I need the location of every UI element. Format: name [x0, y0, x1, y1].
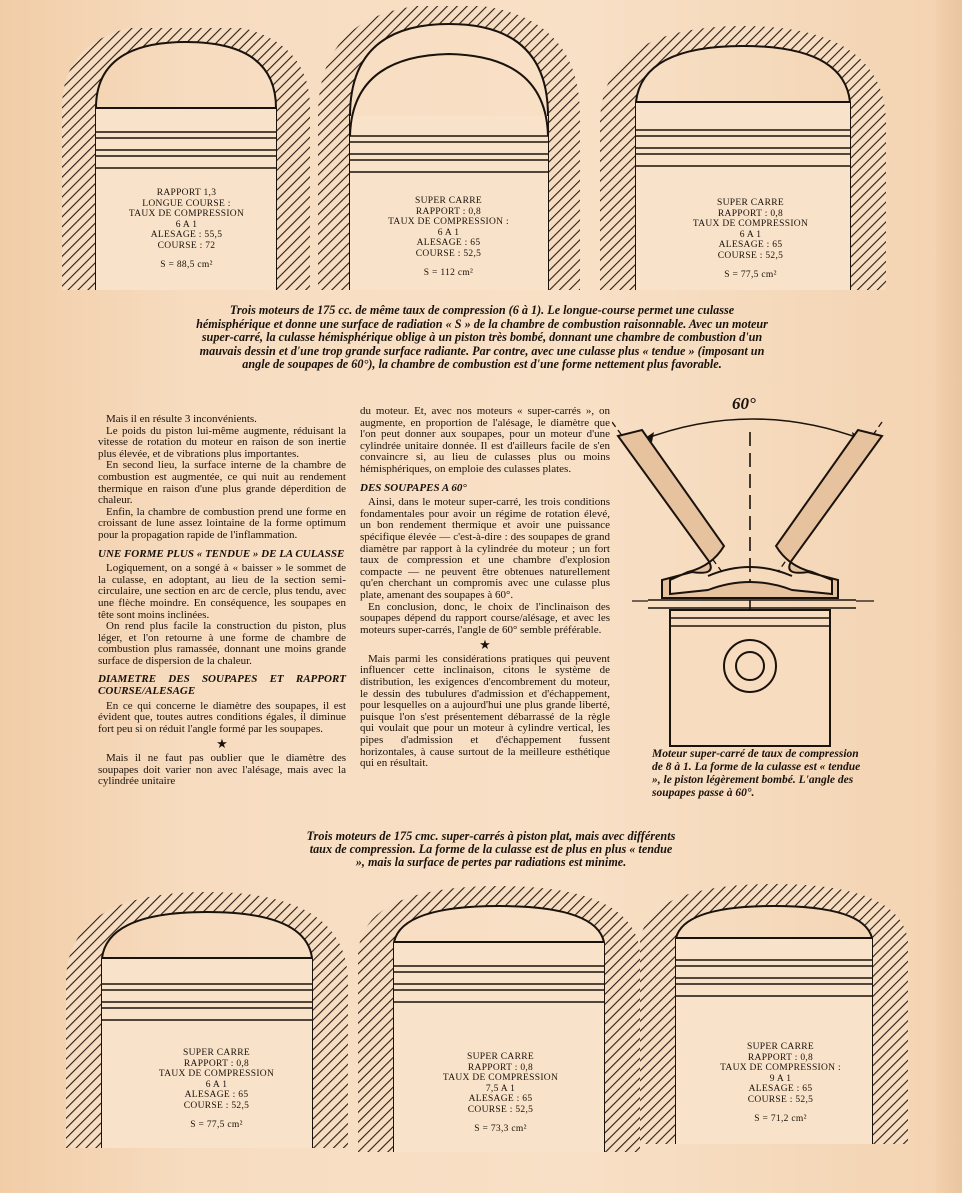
- spec-line: ALESAGE : 65: [184, 1090, 249, 1100]
- spec-line: TAUX DE COMPRESSION: [158, 1069, 275, 1079]
- spec-line: RAPPORT : 0,8: [747, 1052, 814, 1063]
- spec-line: RAPPORT : 0,8: [467, 1062, 534, 1073]
- spec-line: SUPER CARRE: [717, 198, 784, 208]
- valve-angle-diagram: [612, 396, 902, 756]
- paragraph: Mais il en résulte 3 inconvénients.: [106, 413, 257, 425]
- engine-specs-6: [698, 1042, 863, 1125]
- spec-line: 6 A 1: [205, 1079, 228, 1090]
- paragraph: En conclusion, donc, le choix de l'inclinaison des soupapes dépend du rapport course/alésage, et avec les moteurs super-carrés, l'angle de 60° semble préférable.: [360, 600, 610, 636]
- spec-line: 6 A 1: [175, 219, 198, 230]
- page-edge: [936, 0, 962, 1193]
- caption-top: Trois moteurs de 175 cc. de même taux de compression (6 à 1). Le longue-course permet une culasse hémisphérique et donne une surface de radiation « S » de la chambre de combustion raisonnable. Avec un moteur super-carré, la culasse hémisphérique oblige à un piston très bombé, donnant une chambre de combustion d'un mauvais dessin et d'une trop grande surface radiante. Par contre, avec une culasse plus « tendue » (imposant un angle de soupapes de 60°), la chambre de combustion est d'une forme nettement plus favorable.: [196, 303, 768, 371]
- section-heading: DES SOUPAPES A 60°: [360, 481, 467, 494]
- paragraph: du moteur. Et, avec nos moteurs « super-carrés », on augmente, en proportion de l'alésage, le diamètre que l'on peut donner aux soupapes, pour un moteur d'une cylindrée unitaire donnée. Il est d'ailleurs facile de s'en convaincre si, au lieu de culasses plus ou moins hémisphériques, on emploie des culasses plates.: [360, 405, 610, 475]
- figure-caption: Moteur super-carré de taux de compression de 8 à 1. La forme de la culasse est « tendue », le piston légèrement bombé. L'angle des soupapes passe à 60°.: [652, 748, 861, 799]
- spec-line: SUPER CARRE: [415, 196, 482, 206]
- angle-label: 60°: [732, 394, 756, 413]
- paragraph: En ce qui concerne le diamètre des soupapes, il est évident que, toutes autres conditions égales, il diminue fort peu si on réduit l'angle formé par les soupapes.: [98, 699, 346, 735]
- caption-bottom: Trois moteurs de 175 cmc. super-carrés à piston plat, mais avec différents taux de compression. La forme de la culasse est de plus en plus « tendue », mais la surface de pertes par radiations est minime.: [306, 829, 676, 869]
- paragraph: Ainsi, dans le moteur super-carré, les trois conditions fondamentales pour avoir un régime de rotation élevé, un bon rendement thermique et avoir une puissance spécifique élevée — c'est-à-dire : des soupapes de grand diamètre par rapport à la cylindrée du moteur ; un fort taux de compression et une chambre d'explosion compacte — ne peuvent être obtenues naturellement qu'en cherchant un compromis avec une culasse plus plate, amenant des soupapes à 60°.: [360, 496, 610, 601]
- spec-line: 7,5 A 1: [485, 1083, 516, 1094]
- spec-line: COURSE : 52,5: [747, 1094, 814, 1105]
- surface-value: S = 77,5 cm²: [190, 1120, 243, 1130]
- spec-line: 9 A 1: [769, 1073, 792, 1084]
- spec-line: RAPPORT : 0,8: [183, 1058, 250, 1069]
- spec-line: TAUX DE COMPRESSION :: [720, 1063, 841, 1073]
- article-column-2: [360, 406, 610, 770]
- spec-line: SUPER CARRE: [747, 1042, 814, 1052]
- section-heading: DIAMETRE DES SOUPAPES ET RAPPORT COURSE/ALESAGE: [98, 673, 346, 698]
- spec-line: TAUX DE COMPRESSION :: [388, 217, 509, 227]
- paragraph: Mais il ne faut pas oublier que le diamètre des soupapes doit varier non avec l'alésage, mais avec la cylindrée unitaire: [98, 752, 346, 788]
- surface-value: S = 73,3 cm²: [474, 1124, 527, 1134]
- spec-line: ALESAGE : 65: [416, 238, 481, 248]
- engine-specs-5: [418, 1052, 583, 1135]
- spec-line: SUPER CARRE: [183, 1048, 250, 1058]
- spec-line: COURSE : 52,5: [717, 250, 784, 261]
- spec-line: SUPER CARRE: [467, 1052, 534, 1062]
- star-separator: ★: [479, 637, 491, 653]
- spec-line: COURSE : 52,5: [415, 248, 482, 259]
- spec-line: ALESAGE : 65: [468, 1094, 533, 1104]
- engine-specs-3: [668, 198, 833, 281]
- spec-line: TAUX DE COMPRESSION: [128, 209, 245, 219]
- spec-line: 6 A 1: [739, 229, 762, 240]
- surface-value: S = 71,2 cm²: [754, 1114, 807, 1124]
- spec-line: RAPPORT : 0,8: [415, 206, 482, 217]
- spec-line: COURSE : 52,5: [467, 1104, 534, 1115]
- engine-specs-1: [104, 188, 269, 271]
- paragraph: Enfin, la chambre de combustion prend une forme en croissant de lune assez lointaine de la forme optimum pour la propagation rapide de l'inflammation.: [98, 505, 346, 541]
- spec-line: LONGUE COURSE :: [142, 198, 231, 209]
- section-heading: UNE FORME PLUS « TENDUE » DE LA CULASSE: [98, 547, 345, 560]
- engine-specs-4: [134, 1048, 299, 1131]
- engine-specs-2: [366, 196, 531, 279]
- spec-line: TAUX DE COMPRESSION: [442, 1073, 559, 1083]
- spec-line: 6 A 1: [437, 227, 460, 238]
- spec-line: RAPPORT 1,3: [156, 188, 217, 198]
- spec-line: COURSE : 72: [157, 240, 216, 251]
- spec-line: TAUX DE COMPRESSION: [692, 219, 809, 229]
- surface-value: S = 77,5 cm²: [724, 270, 777, 280]
- article-column-1: [98, 414, 346, 788]
- paragraph: Le poids du piston lui-même augmente, réduisant la vitesse de rotation du moteur en raison de son inertie plus élevée, et de vibrations plus importantes.: [98, 424, 346, 460]
- spec-line: RAPPORT : 0,8: [717, 208, 784, 219]
- surface-value: S = 112 cm²: [423, 268, 474, 278]
- paragraph: Mais parmi les considérations pratiques qui peuvent influencer cette inclinaison, citons le système de distribution, les exigences d'encombrement du moteur, le dessin des tubulures d'admission et d'échappement, pour lesquelles on a aujourd'hui une plus grande liberté, puisque l'on s'est présentement débarrassé de la règle qui voulait que pour un moteur à cylindre vertical, les pipes d'admission et d'échappement fussent horizontales, à cause surtout de la meilleure esthétique qui en résultait.: [360, 652, 610, 770]
- spec-line: COURSE : 52,5: [183, 1100, 250, 1111]
- paragraph: En second lieu, la surface interne de la chambre de combustion est augmentée, ce qui nuit au rendement thermique en raison d'une plus grande déperdition de chaleur.: [98, 459, 346, 507]
- spec-line: ALESAGE : 65: [748, 1084, 813, 1094]
- spec-line: ALESAGE : 55,5: [150, 230, 223, 240]
- star-separator: ★: [216, 736, 228, 752]
- spec-line: ALESAGE : 65: [718, 240, 783, 250]
- surface-value: S = 88,5 cm²: [160, 260, 213, 270]
- paragraph: On rend plus facile la construction du piston, plus léger, et l'on retourne à une forme de chambre de combustion plus ramassée, donnant une moins grande surface de dispersion de la chaleur.: [98, 620, 346, 667]
- paragraph: Logiquement, on a songé à « baisser » le sommet de la culasse, en adoptant, au lieu de la section semi-circulaire, une section en arc de cercle, plus tendu, avec une flèche moindre. En conséquence, les soupapes en tête sont moins inclinées.: [98, 562, 346, 621]
